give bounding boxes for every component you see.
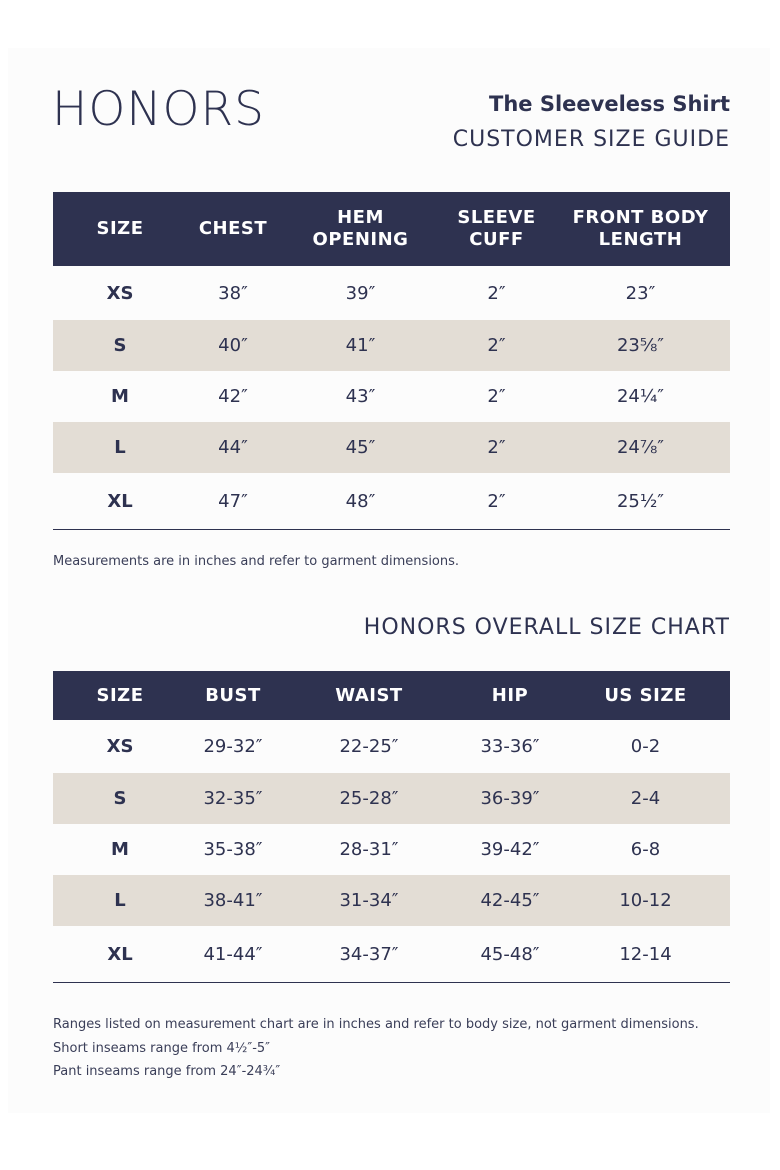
table-row	[53, 422, 730, 473]
size-cell: S	[53, 320, 187, 371]
sleeve-cuff-cell: 2″	[442, 473, 551, 530]
header-size: SIZE	[53, 192, 187, 266]
hem-opening-cell: 48″	[279, 473, 442, 530]
hip-cell: 45-48″	[459, 926, 561, 983]
sleeve-cuff-cell: 2″	[487, 386, 506, 407]
bust-cell: 29-32″	[203, 736, 263, 757]
us-size-cell: 2-4	[561, 773, 730, 824]
guide-title: CUSTOMER SIZE GUIDE	[452, 127, 730, 152]
waist-cell: 31-34″	[279, 875, 459, 926]
hip-cell: 33-36″	[480, 736, 540, 757]
size-cell: M	[111, 386, 129, 407]
bust-cell: 32-35″	[187, 773, 279, 824]
table-row	[53, 926, 730, 983]
header-front-body-length-text: FRONT BODY LENGTH	[572, 207, 709, 250]
size-cell: L	[53, 422, 187, 473]
hip-cell: 36-39″	[459, 773, 561, 824]
header-sleeve-cuff	[442, 192, 551, 266]
hem-opening-cell: 41″	[279, 320, 442, 371]
header-hem-opening-text: HEM OPENING	[312, 207, 409, 250]
honors-logo: HONORS	[52, 82, 265, 137]
size-cell: XL	[53, 926, 187, 983]
garment-size-table	[53, 192, 730, 530]
header-sleeve-cuff-text: SLEEVE CUFF	[457, 207, 536, 250]
table-row	[53, 824, 730, 875]
hem-opening-cell: 45″	[279, 422, 442, 473]
size-cell: XS	[106, 736, 134, 757]
chest-cell: 44″	[187, 422, 279, 473]
hip-cell: 42-45″	[459, 875, 561, 926]
waist-cell: 34-37″	[279, 926, 459, 983]
size-cell: XS	[106, 282, 134, 304]
front-body-length-cell: 24⅞″	[551, 422, 730, 473]
sleeve-cuff-cell: 2″	[442, 320, 551, 371]
header-waist: WAIST	[279, 671, 459, 720]
table-row	[53, 773, 730, 824]
us-size-cell: 6-8	[630, 839, 661, 860]
front-body-length-cell: 25½″	[551, 473, 730, 530]
us-size-cell: 0-2	[630, 736, 661, 757]
waist-cell: 25-28″	[279, 773, 459, 824]
short-inseam-note: Short inseams range from 4½″-5″	[53, 1040, 271, 1056]
overall-size-chart-table	[53, 671, 730, 983]
table-row	[53, 320, 730, 371]
front-body-length-cell: 24¼″	[616, 386, 665, 407]
header-bust: BUST	[187, 671, 279, 720]
table-row	[53, 371, 730, 422]
hip-cell: 39-42″	[480, 839, 540, 860]
chest-cell: 40″	[187, 320, 279, 371]
waist-cell: 28-31″	[339, 839, 399, 860]
body-size-note: Ranges listed on measurement chart are in inches and refer to body size, not garment dimensions.	[53, 1017, 699, 1032]
table-row	[53, 266, 730, 320]
table-row	[53, 473, 730, 530]
chest-cell: 38″	[218, 282, 248, 304]
size-cell: L	[53, 875, 187, 926]
table-row	[53, 720, 730, 773]
title-block	[453, 88, 730, 158]
bust-cell: 35-38″	[203, 839, 263, 860]
pant-inseam-note: Pant inseams range from 24″-24¾″	[53, 1064, 281, 1079]
header-size: SIZE	[53, 671, 187, 720]
front-body-length-cell: 23″	[625, 282, 656, 304]
hem-opening-cell: 43″	[345, 386, 376, 407]
waist-cell: 22-25″	[339, 736, 399, 757]
header-us-size: US SIZE	[561, 671, 730, 720]
garment-measurement-note: Measurements are in inches and refer to garment dimensions.	[53, 554, 460, 569]
sleeve-cuff-cell: 2″	[487, 282, 506, 304]
table-row	[53, 875, 730, 926]
header-chest: CHEST	[187, 192, 279, 266]
size-cell: XL	[53, 473, 187, 530]
overall-chart-title: HONORS OVERALL SIZE CHART	[363, 615, 730, 640]
table-header-row	[53, 671, 730, 720]
size-cell: M	[111, 839, 129, 860]
bust-cell: 41-44″	[187, 926, 279, 983]
header-front-body-length	[551, 192, 730, 266]
chest-cell: 47″	[187, 473, 279, 530]
header-hip: HIP	[459, 671, 561, 720]
overall-chart-notes	[53, 1013, 699, 1084]
sleeve-cuff-cell: 2″	[442, 422, 551, 473]
bust-cell: 38-41″	[187, 875, 279, 926]
header-hem-opening	[279, 192, 442, 266]
hem-opening-cell: 39″	[345, 282, 376, 304]
us-size-cell: 10-12	[561, 875, 730, 926]
table-header-row	[53, 192, 730, 266]
us-size-cell: 12-14	[561, 926, 730, 983]
front-body-length-cell: 23⅝″	[551, 320, 730, 371]
size-cell: S	[53, 773, 187, 824]
product-name: The Sleeveless Shirt	[489, 92, 730, 116]
chest-cell: 42″	[218, 386, 248, 407]
